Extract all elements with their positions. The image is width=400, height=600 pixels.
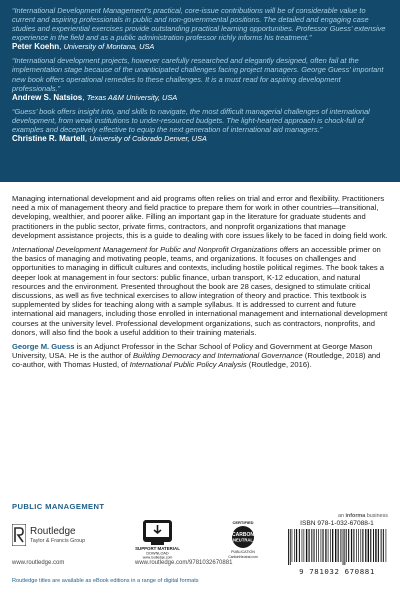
routledge-logo-icon [12,524,26,546]
barcode [287,529,387,565]
badge-support-action: DOWNLOAD [146,551,169,556]
endorsements-panel [0,0,400,182]
endorser-name: Andrew S. Natsios [12,92,83,102]
barcode-bar [344,529,345,565]
barcode-bar [386,529,387,562]
barcode-bar [309,529,310,562]
author-book-title: Building Democracy and International Governance [132,351,303,361]
barcode-number: 9 781032 670881 [299,567,375,576]
badge-carbon-publication: PUBLICATION [231,550,255,554]
barcode-bar [302,529,303,562]
support-material-badge [135,519,180,559]
informa-brand [338,513,388,519]
endorsement-text: “International Development Management’s practical, core-issue contributions will be of considerable value to current and aspiring professionals in public and non-governmental positions. The detailed and engaging case studies and experiential exercises provide outstanding practical learning opportunities. Professor Guess’ extensive experience in the field and as a public administration professor richly informs his treatment.” [12,6,386,43]
barcode-bar [378,529,379,562]
badge-carbon-word: CARBON [232,532,254,538]
barcode-bar [373,529,374,562]
publisher-url[interactable]: www.routledge.com [12,560,65,566]
endorsement-attribution: Peter Koehn, University of Montana, USA [12,42,155,52]
barcode-bar [322,529,323,562]
barcode-bar [318,529,319,562]
description-paragraph-1: Managing international development and aid programs often relies on trial and error and flexibility. Practitioners need a mix of management theory and field practice to prepare them for work in other countries—transitional, developing, wealthier, and poorer alike. Filling an important gap in the literature for graduate students and practitioners in the public sector, private firms, contractors, and nonprofit organizations that manage development assistance projects, this is a guide to dealing with core issues likely to be faced in doing field work. [12,194,388,240]
badge-carbon-certified: CERTIFIED [232,520,254,525]
barcode-bar [314,529,315,562]
barcode-bar [351,529,352,562]
badge-carbon-neutral: NEUTRAL [232,537,254,543]
routledge-logo [12,522,112,552]
endorsement-3 [12,107,388,144]
description-paragraph-2 [12,245,388,337]
barcode-bar [346,529,347,562]
endorser-affiliation: University of Colorado Denver, USA [89,134,207,144]
barcode-bar [288,529,289,565]
author-bio-text: is an Adjunct Professor in the Schar School of Policy and Government at George Mason University, USA. He is the author of [12,342,373,361]
publisher-name: Routledge [30,526,76,537]
endorser-affiliation: Texas A&M University, USA [86,92,178,102]
endorser-name: Christine R. Martell [12,134,85,144]
book-description [12,194,388,375]
barcode-bar [296,529,297,562]
subject-category: PUBLIC MANAGEMENT [12,502,105,511]
barcode-bar [358,529,359,562]
barcode-bar [362,529,363,562]
author-book-title: International Public Policy Analysis [129,360,247,370]
brand-prefix: an [337,513,346,519]
endorsement-attribution: Andrew S. Natsios, Texas A&M University, USA [12,92,178,102]
brand-name: informa [345,513,366,519]
barcode-bar [330,529,331,562]
author-bio-text: (Routledge, 2018) and co-author, with Thomas Husted, of [12,351,381,370]
endorsement-attribution: Christine R. Martell, University of Colorado Denver, USA [12,134,207,144]
barcode-bar [370,529,371,562]
barcode-bar [292,529,293,562]
book-url[interactable]: www.routledge.com/9781032670881 [135,560,233,566]
barcode-bar [335,529,336,562]
endorsement-text: “International development projects, however carefully researched and elegantly designed, often fail at the implementation stage because of the unanticipated challenges facing project managers. George Guess’ important new book offers operational remedies to these challenges. It is a must read for aspiring development professionals.” [12,56,384,93]
barcode-bar [381,529,382,562]
barcode-bar [338,529,339,562]
barcode-bar [375,529,376,562]
barcode-bar [325,529,326,562]
book-title: International Development Management for Public and Nonprofit Organizations [12,245,278,255]
endorser-affiliation: University of Montana, USA [63,42,155,52]
barcode-bar [328,529,329,562]
barcode-bar [368,529,369,562]
barcode-bar [332,529,333,562]
barcode-bar [304,529,305,562]
barcode-bar [383,529,384,562]
badge-support-url: www.routledge.com [142,555,173,559]
barcode-bar [321,529,322,562]
barcode-bar [356,529,357,562]
barcode-bar [353,529,354,562]
barcode-bar [348,529,349,562]
author-bio-text: (Routledge, 2016). [246,360,312,370]
endorser-name: Peter Koehn [12,42,60,52]
publisher-group: Taylor & Francis Group [30,538,86,544]
author-name: George M. Guess [12,342,75,352]
barcode-bar [290,529,291,565]
carbon-neutral-badge [220,519,266,559]
barcode-bar [340,529,341,562]
barcode-bar [316,529,317,562]
barcode-bar [311,529,312,562]
endorsement-text: “Guess’ book offers insight into, and skills to navigate, the most difficult managerial challenges of international development, from weak institutions to under-resourced budgets. The light-hearted approach is chock-full of examples and deceptively effective to equip the next generation of international aid managers.” [12,106,370,134]
barcode-bar [365,529,366,562]
author-bio [12,342,388,370]
endorsement-2 [12,56,388,102]
barcode-panel [283,520,391,580]
barcode-bar [306,529,307,562]
ebook-availability-note: Routledge titles are available as eBook editions in a range of digital formats [12,578,199,584]
barcode-bar [299,529,300,562]
barcode-bar [294,529,295,562]
badge-support-title: SUPPORT MATERIAL [135,546,180,551]
description-text: offers an accessible primer on the basics of managing and motivating people, teams, and organizations. It focuses on challenges and opportunities to managing in difficult cultures and contexts, including hostile political regimes. The book takes a deeper look at management in four sectors: public finance, urban transport, K-12 education, and natural resources and the environment. Presented throughout the book are 28 cases, designed to stimulate critical discussions, as well as five technical exercises to allow integration of theory and practice. This textbook is supplemented by slides for teaching along with a sample syllabus. It is addressed to current and future international aid managers, including those enrolled in international management and international development courses at the university level. Professional development organizations, such as contractors, nonprofits, and donors, will also find the book a useful addition to their training materials. [12,245,388,337]
endorsement-1 [12,6,388,52]
barcode-bar [343,529,344,565]
barcode-bar [360,529,361,562]
brand-suffix: business [365,513,388,519]
isbn-label: ISBN 978-1-032-67088-1 [300,520,374,527]
badge-carbon-url: CarbonNeutral.com [228,555,258,559]
